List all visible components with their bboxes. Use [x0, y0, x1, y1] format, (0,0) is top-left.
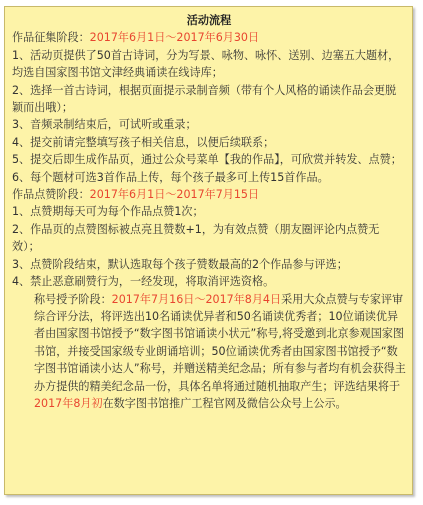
stage2-heading	[12, 186, 406, 203]
stage3-text-a: 采用大众点赞与专家评审综合评分法，将评选出10名诵读优异者和50名诵读优秀者；10位诵读优异者由国家图书馆授予“数字图书馆诵读小状元”称号,将受邀到北京参观国家图书馆，并接受国家级专业朗诵培训；50位诵读优秀者由国家图书馆授予“数字图书馆诵读小达人”称号，并赠送精美纪念品；所有参与者均有机会获得主办方提供的精美纪念品一份，具体名单将通过随机抽取产生；评选结果将于	[34, 292, 406, 393]
activity-process-panel	[4, 6, 413, 495]
stage3-text-b: 在数字图书馆推广工程官网及微信公众号上公示。	[102, 396, 347, 410]
stage1-item: 6、每个题材可选3首作品上传，每个孩子最多可上传15首作品。	[12, 170, 329, 184]
stage1-heading	[12, 29, 406, 46]
stage1-item: 4、提交前请完整填写孩子相关信息，以便后续联系；	[12, 135, 275, 149]
stage3-dates: 2017年7月16日～2017年8月4日	[111, 292, 282, 306]
stage1-item: 5、提交后即生成作品页，通过公众号菜单【我的作品】，可欣赏并转发、点赞；	[12, 153, 402, 167]
stage3-label: 称号授予阶段：	[34, 292, 112, 306]
stage2-label: 作品点赞阶段：	[12, 188, 90, 202]
stage1-item: 2、选择一首古诗词，根据页面提示录制音频（带有个人风格的诵读作品会更脱颖而出哦）；	[12, 83, 397, 115]
stage3-highlight-date: 2017年8月初	[34, 396, 103, 410]
stage2-item: 4、禁止恶意刷赞行为，一经发现，将取消评选资格。	[12, 275, 275, 289]
stage2-item: 1、点赞期每天可为每个作品点赞1次；	[12, 205, 204, 219]
stage1-dates: 2017年6月1日～2017年6月30日	[89, 31, 260, 45]
stage3-paragraph	[12, 291, 406, 413]
stage1-item: 3、音频录制结束后，可试听或重录；	[12, 118, 197, 132]
stage2-item: 3、点赞阶段结束，默认选取每个孩子赞数最高的2个作品参与评选；	[12, 257, 348, 271]
panel-title: 活动流程	[186, 14, 232, 27]
stage1-item: 1、活动页提供了50首古诗词，分为写景、咏物、咏怀、送别、边塞五大题材，均选自国家图书馆文津经典诵读在线诗库；	[12, 48, 400, 80]
stage2-item: 2、作品页的点赞图标被点亮且赞数+1，为有效点赞（朋友圈评论内点赞无效）；	[12, 222, 380, 254]
stage2-dates: 2017年6月1日～2017年7月15日	[89, 188, 260, 202]
stage1-label: 作品征集阶段：	[12, 31, 90, 45]
